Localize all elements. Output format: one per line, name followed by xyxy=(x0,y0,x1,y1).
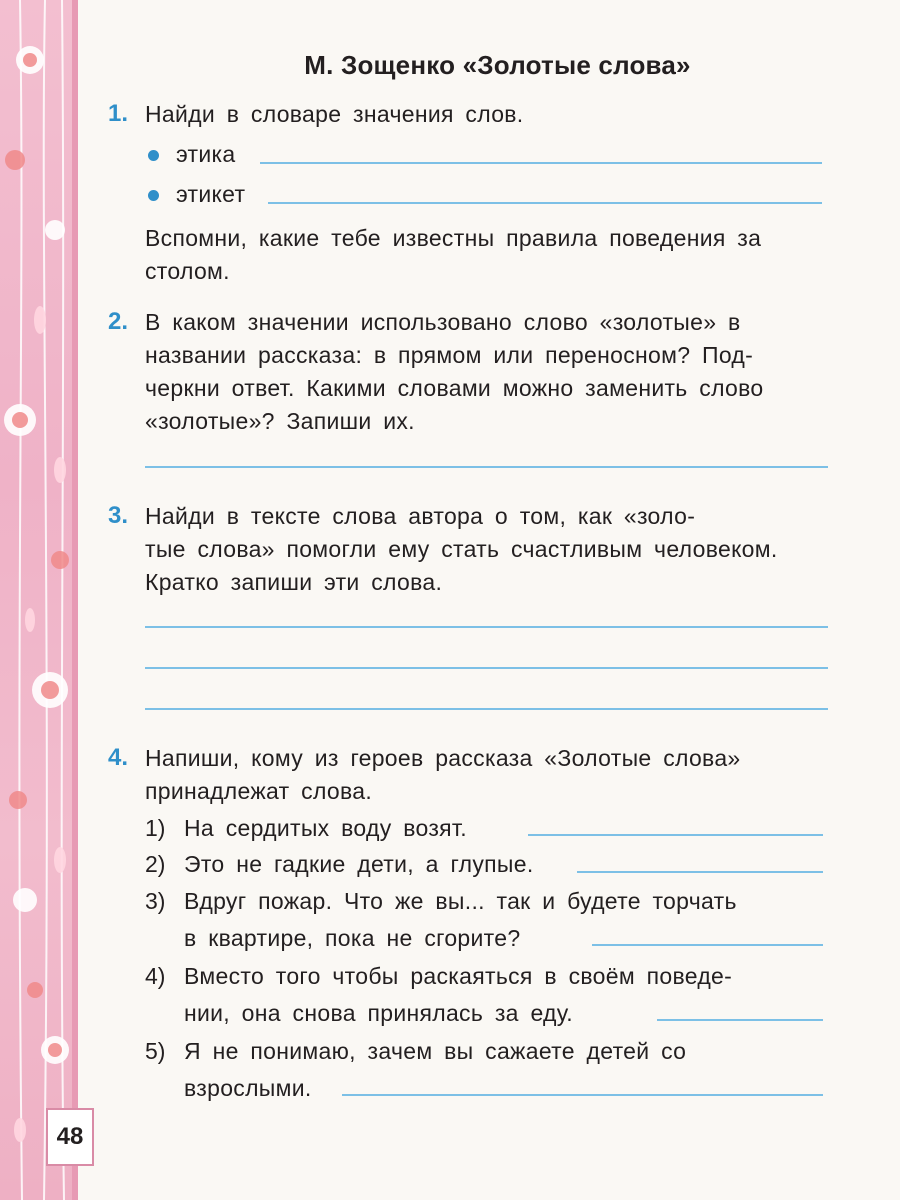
item-5-text-line-2: взрослыми. xyxy=(184,1075,312,1101)
task-1-prompt: Найди в словаре значения слов. xyxy=(145,101,524,127)
item-3-number: 3) xyxy=(145,888,166,914)
task-3-line-1: Найди в тексте слова автора о том, как «золо- xyxy=(145,503,696,529)
item-2-number: 2) xyxy=(145,851,166,877)
item-1-number: 1) xyxy=(145,815,166,841)
task-2-line-4: «золотые»? Запиши их. xyxy=(145,408,415,434)
task-2-line-1: В каком значении использовано слово «золотые» в xyxy=(145,309,741,335)
item-4-number: 4) xyxy=(145,963,166,989)
answer-line-task-3-c[interactable] xyxy=(145,708,828,710)
answer-line-task-3-b[interactable] xyxy=(145,667,828,669)
task-4-line-1: Напиши, кому из героев рассказа «Золотые слова» xyxy=(145,745,741,771)
answer-line-etiquette[interactable] xyxy=(268,202,822,204)
task-4-number: 4. xyxy=(108,744,129,771)
task-3-line-2: тые слова» помогли ему стать счастливым человеком. xyxy=(145,536,778,562)
answer-line-item-3[interactable] xyxy=(592,944,823,946)
answer-line-task-3-a[interactable] xyxy=(145,626,828,628)
bullet-icon xyxy=(148,190,159,201)
answer-line-item-2[interactable] xyxy=(577,871,823,873)
page-number: 48 xyxy=(46,1108,94,1166)
task-3-line-3: Кратко запиши эти слова. xyxy=(145,569,443,595)
task-4-line-2: принадлежат слова. xyxy=(145,778,373,804)
answer-line-item-4[interactable] xyxy=(657,1019,823,1021)
item-4-text-line-1: Вместо того чтобы раскаяться в своём поведе- xyxy=(184,963,733,989)
term-etiquette: этикет xyxy=(176,181,246,207)
task-1-note-line-2: столом. xyxy=(145,258,230,284)
task-1-number: 1. xyxy=(108,100,129,127)
task-2-line-3: черкни ответ. Какими словами можно заменить слово xyxy=(145,375,764,401)
answer-line-item-5[interactable] xyxy=(342,1094,823,1096)
border-edge xyxy=(72,0,78,1200)
task-3-number: 3. xyxy=(108,502,129,529)
answer-line-ethics[interactable] xyxy=(260,162,822,164)
item-5-text-line-1: Я не понимаю, зачем вы сажаете детей со xyxy=(184,1038,687,1064)
item-2-text: Это не гадкие дети, а глупые. xyxy=(184,851,534,877)
item-3-text-line-2: в квартире, пока не сгорите? xyxy=(184,925,521,951)
decorative-floral-border xyxy=(0,0,78,1200)
task-2-number: 2. xyxy=(108,308,129,335)
task-1-note-line-1: Вспомни, какие тебе известны правила поведения за xyxy=(145,225,762,251)
page-title: М. Зощенко «Золотые слова» xyxy=(304,50,691,80)
item-4-text-line-2: нии, она снова принялась за еду. xyxy=(184,1000,573,1026)
task-2-line-2: названии рассказа: в прямом или переносном? Под- xyxy=(145,342,754,368)
item-1-text: На сердитых воду возят. xyxy=(184,815,467,841)
item-5-number: 5) xyxy=(145,1038,166,1064)
bullet-icon xyxy=(148,150,159,161)
term-ethics: этика xyxy=(176,141,236,167)
answer-line-task-2[interactable] xyxy=(145,466,828,468)
flower-pattern-icon xyxy=(0,0,78,1200)
item-3-text-line-1: Вдруг пожар. Что же вы... так и будете торчать xyxy=(184,888,737,914)
answer-line-item-1[interactable] xyxy=(528,834,823,836)
